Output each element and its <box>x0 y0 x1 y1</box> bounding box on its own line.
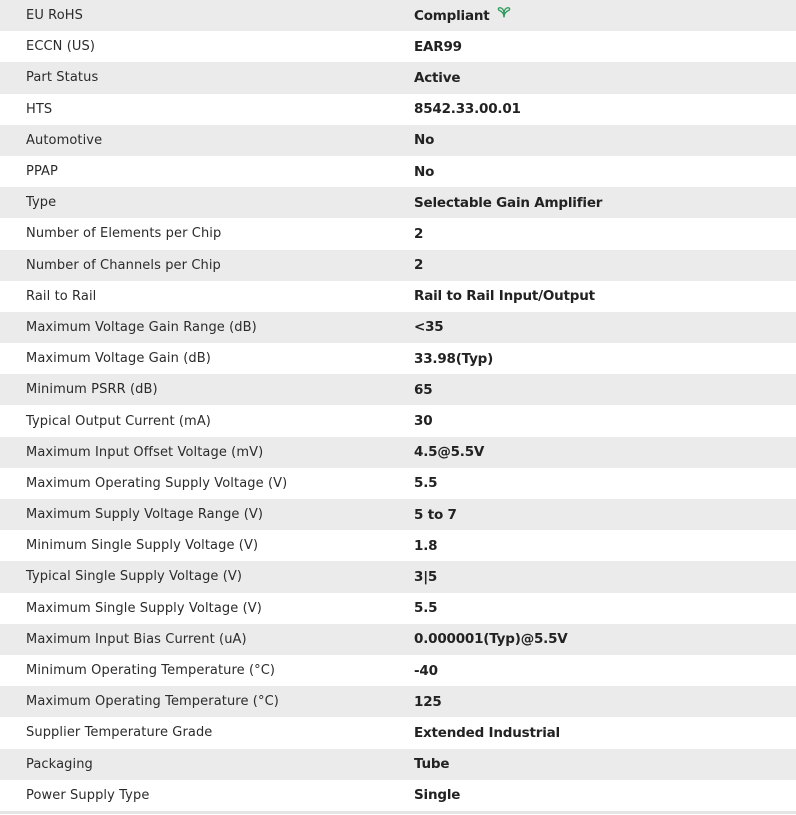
spec-label: Maximum Operating Supply Voltage (V) <box>26 475 288 491</box>
spec-row-max-operating-supply-voltage <box>0 468 796 499</box>
spec-value: EAR99 <box>414 38 462 55</box>
spec-value: 5.5 <box>414 600 438 617</box>
spec-label: Packaging <box>26 756 93 772</box>
table-bottom-divider <box>0 811 796 814</box>
spec-value: 3|5 <box>414 568 438 585</box>
spec-label: Minimum Single Supply Voltage (V) <box>26 538 259 554</box>
spec-label: Maximum Voltage Gain Range (dB) <box>26 319 257 335</box>
spec-value: 8542.33.00.01 <box>414 101 521 118</box>
spec-label: EU RoHS <box>26 8 83 24</box>
spec-value: 65 <box>414 381 433 398</box>
spec-value: 5.5 <box>414 475 438 492</box>
spec-value: No <box>414 163 435 180</box>
spec-label: Minimum Operating Temperature (°C) <box>26 663 276 679</box>
spec-label: Maximum Voltage Gain (dB) <box>26 351 211 367</box>
spec-label: Typical Output Current (mA) <box>26 413 211 429</box>
spec-row-max-voltage-gain-range <box>0 312 796 343</box>
spec-value: 125 <box>414 693 442 710</box>
spec-value: Extended Industrial <box>414 724 560 741</box>
spec-label: Automotive <box>26 132 103 148</box>
spec-label: Supplier Temperature Grade <box>26 725 213 741</box>
spec-value: <35 <box>414 319 444 336</box>
spec-row-packaging <box>0 749 796 780</box>
spec-row-max-single-supply-voltage <box>0 593 796 624</box>
spec-value: 30 <box>414 413 433 430</box>
spec-label: Number of Elements per Chip <box>26 226 222 242</box>
spec-label: Number of Channels per Chip <box>26 257 221 273</box>
spec-label: Part Status <box>26 70 99 86</box>
spec-label: HTS <box>26 101 53 117</box>
spec-row-max-input-bias-current <box>0 624 796 655</box>
spec-label: Maximum Supply Voltage Range (V) <box>26 507 264 523</box>
spec-value-cell <box>414 0 796 31</box>
spec-value: 4.5@5.5V <box>414 444 485 461</box>
spec-label: Rail to Rail <box>26 288 97 304</box>
spec-row-power-supply-type <box>0 780 796 811</box>
spec-row-ppap <box>0 156 796 187</box>
spec-label: Maximum Operating Temperature (°C) <box>26 694 279 710</box>
spec-label: Power Supply Type <box>26 787 150 803</box>
spec-label: Maximum Input Bias Current (uA) <box>26 631 247 647</box>
spec-label: Type <box>26 195 57 211</box>
spec-value: -40 <box>414 662 438 679</box>
spec-value: 2 <box>414 257 424 274</box>
spec-row-max-supply-voltage-range <box>0 499 796 530</box>
spec-value: 0.000001(Typ)@5.5V <box>414 631 568 648</box>
spec-value: Single <box>414 787 461 804</box>
spec-label: PPAP <box>26 164 58 180</box>
spec-value: Active <box>414 69 461 86</box>
spec-value: Selectable Gain Amplifier <box>414 194 603 211</box>
spec-row-part-status <box>0 62 796 93</box>
spec-row-channels-per-chip <box>0 250 796 281</box>
spec-row-max-input-offset-voltage <box>0 437 796 468</box>
spec-row-min-psrr <box>0 374 796 405</box>
spec-value: Rail to Rail Input/Output <box>414 288 595 305</box>
spec-row-eu-rohs <box>0 0 796 31</box>
spec-label: Minimum PSRR (dB) <box>26 382 158 398</box>
spec-value: 2 <box>414 225 424 242</box>
spec-row-min-single-supply-voltage <box>0 530 796 561</box>
spec-label: Typical Single Supply Voltage (V) <box>26 569 243 585</box>
spec-row-supplier-temperature-grade <box>0 717 796 748</box>
spec-row-elements-per-chip <box>0 218 796 249</box>
spec-row-max-operating-temperature <box>0 686 796 717</box>
spec-value: No <box>414 132 435 149</box>
spec-label: Maximum Single Supply Voltage (V) <box>26 600 262 616</box>
spec-row-max-voltage-gain <box>0 343 796 374</box>
leaf-icon <box>497 6 511 22</box>
spec-row-typ-output-current <box>0 405 796 436</box>
spec-value: 5 to 7 <box>414 506 457 523</box>
spec-value: 33.98(Typ) <box>414 350 494 367</box>
spec-value: Tube <box>414 756 450 773</box>
spec-label: Maximum Input Offset Voltage (mV) <box>26 444 264 460</box>
spec-value: Compliant <box>414 7 490 24</box>
spec-row-automotive <box>0 125 796 156</box>
spec-label: ECCN (US) <box>26 39 96 55</box>
spec-value: 1.8 <box>414 537 438 554</box>
spec-row-rail-to-rail <box>0 281 796 312</box>
spec-row-min-operating-temperature <box>0 655 796 686</box>
spec-row-eccn <box>0 31 796 62</box>
spec-row-typ-single-supply-voltage <box>0 561 796 592</box>
spec-row-type <box>0 187 796 218</box>
spec-row-hts <box>0 94 796 125</box>
